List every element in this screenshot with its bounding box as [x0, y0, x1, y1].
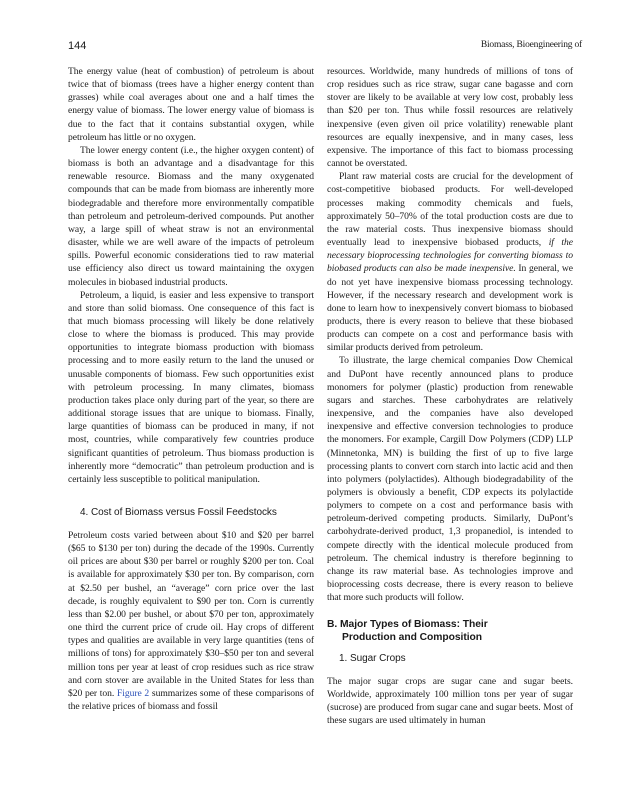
paragraph-energy-value: The energy value (heat of combustion) of petroleum is about twice that of biomass (trees have a higher energy content than grasses) while coal averages about one and a half times the energy value of biomass. The lower energy value of biomass is due to the fact that it contains substantial oxygen, while petroleum has little or no oxygen. — [68, 66, 314, 143]
major-heading-line2: Production and Composition — [342, 632, 482, 644]
section-heading-cost: 4. Cost of Biomass versus Fossil Feedstocks — [80, 507, 277, 518]
paragraph-petroleum-liquid: Petroleum, a liquid, is easier and less expensive to transport and store than solid biomass. One consequence of this fact is that much biomass processing will likely be done relatively close to where the biomass is produced. This may provide opportunities to integrate biomass production with biomass processing and to more easily return to the land the unused or unusable components of biomass. Few such opportunities exist with petroleum processing. In many climates, biomass production takes place only during part of the year, so there are additional storage issues that are unique to biomass. Finally, large quantities of biomass can be produced in many, if not most, countries, while comparatively few countries produce significant quantities of petroleum. Thus biomass production is inherently more “democratic” than petroleum production and is certainly less susceptible to political manipulation. — [68, 289, 314, 485]
plant-costs-emphasis: if the necessary bioprocessing technologies for converting biomass to biobased products can also be made inexpensive. — [327, 237, 574, 275]
major-heading-line1: B. Major Types of Biomass: Their — [327, 619, 488, 631]
figure-2-link[interactable]: Figure 2 — [116, 687, 150, 699]
paragraph-illustrate: To illustrate, the large chemical companies Dow Chemical and DuPont have recently announced plans to produce monomers for polymer (plastic) production from renewable sugars and starches. These carbohydrates are relatively inexpensive, and the companies have also developed inexpensive and effective conversion technologies to produce the monomers. For example, Cargill Dow Polymers (CDP) LLP (Minnetonka, MN) is building the first of up to five large processing plants to convert corn starch into lactic acid and then into polymers (polylactides). Although biodegradability of the polymers is obviously a benefit, CDP expects its polylactide polymers to compete on a cost and performance basis with petroleum-derived competing products. Similarly, DuPont’s carbohydrate-derived product, 1,3 propanediol, is intended to compete directly with the identical molecule produced from petroleum. The chemical industry is therefore beginning to change its raw material base. As technologies improve and bioprocessing costs decrease, there is every reason to believe that more such products will follow. — [327, 355, 573, 604]
plant-costs-tail: In general, we do not yet have inexpensive biomass processing technology. However, if the necessary research and development work is done to learn how to inexpensively convert biomass to biobased products, there is every reason to believe that these biobased products can compete on a cost and performance basis with similar products derived from petroleum. — [327, 263, 573, 354]
left-column — [68, 65, 314, 713]
paragraph-plant-costs — [327, 170, 573, 354]
paragraph-sugar-crops: The major sugar crops are sugar cane and sugar beets. Worldwide, approximately 100 million tons per year of sugar (sucrose) are produced from sugar cane and sugar beets. Most of these sugars are used ultimately in human — [327, 675, 573, 727]
plant-costs-text: Plant raw material costs are crucial for the development of cost-competitive biobased products. For well-developed processes making commodity chemicals and fuels, approximately 50–70% of the total production costs are due to the raw material costs. Thus inexpensive biomass should eventually lead to inexpensive biobased products, — [327, 171, 573, 249]
paragraph-costs-tail: summarizes some of these comparisons of the relative prices of biomass and fossil — [68, 687, 315, 713]
paragraph-resources-cont: resources. Worldwide, many hundreds of millions of tons of crop residues such as rice straw, sugar cane bagasse and corn stover are likely to be available at very low cost, probably less than $20 per ton. Thus while fossil resources are relatively inexpensive (even given oil price volatility) renewable plant resources are equally inexpensive, and in many cases, less expensive. The importance of this fact to biomass processing cannot be overstated. — [327, 66, 573, 170]
paragraph-costs — [68, 529, 314, 713]
paragraph-oxygen-content: The lower energy content (i.e., the higher oxygen content) of biomass is both an advantage and a disadvantage for this renewable resource. Biomass and the many oxygenated compounds that can be made from biomass are inherently more biodegradable and therefore more environmentally compatible than petroleum and petroleum-derived compounds. Put another way, a large spill of wheat straw is not an environmental disaster, while we are well aware of the impacts of petroleum spills. Powerful economic considerations tied to raw material use efficiency also direct us toward maintaining the oxygen molecules in biobased industrial products. — [68, 144, 314, 288]
major-heading-biomass-types — [327, 618, 573, 644]
page-header — [68, 40, 582, 56]
running-head: Biomass, Bioengineering of — [480, 40, 582, 50]
sub-heading-sugar-crops: 1. Sugar Crops — [339, 653, 406, 665]
page-number: 144 — [68, 40, 87, 52]
paragraph-costs-text: Petroleum costs varied between about $10 and $20 per barrel ($65 to $130 per ton) during the decade of the 1990s. Currently oil prices are about $30 per barrel or roughly $200 per ton. Coal is available for approximately $30 per ton. By comparison, corn at $2.50 per bushel, an “average” corn price over the last decade, is roughly equivalent to $90 per ton. Corn is currently less than $2.00 per bushel, or about $70 per ton, approximately one third the current price of crude oil. Hay crops of different types and qualities are available in very large quantities (tens of millions of tons) for approximately $30–$50 per ton and several million tons per year at least of crop residues such as rice straw and corn stover are available in the United States for less than $20 per ton. — [68, 530, 314, 699]
right-column — [327, 65, 573, 727]
